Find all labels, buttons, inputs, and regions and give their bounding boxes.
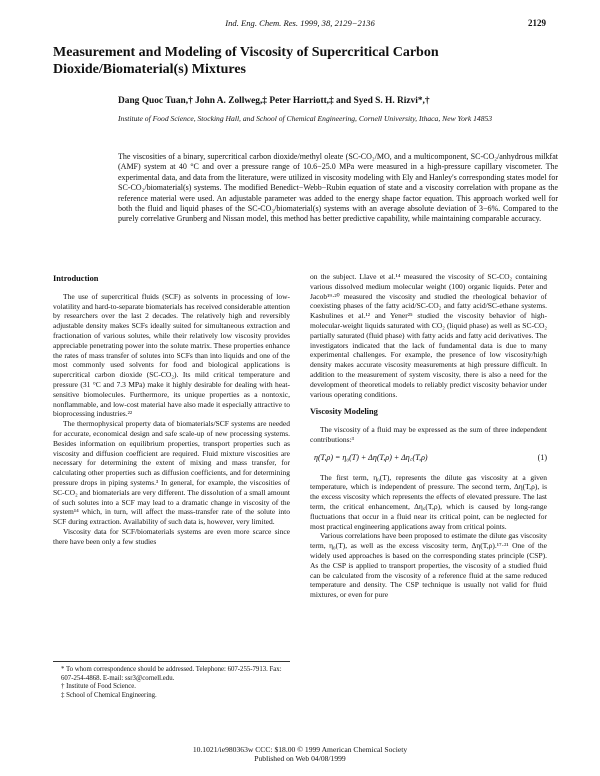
footnotes (53, 661, 290, 700)
affiliation: Institute of Food Science, Stocking Hall, and School of Chemical Engineering, Cornell University, Ithaca, New York 14853 (118, 114, 493, 123)
journal-volume: 1999, 38, 2129−2136 (300, 18, 375, 28)
footnote-affiliation-1: † Institute of Food Science. (61, 683, 136, 691)
section-heading-introduction: Introduction (53, 274, 99, 283)
publication-date: Published on Web 04/08/1999 (254, 754, 346, 764)
left-column (53, 272, 290, 547)
journal-citation (0, 18, 600, 28)
paragraph: Viscosity data for SCF/biomaterials systems are even more scarce since there have been only a few studies (53, 526, 290, 546)
paragraph: The use of supercritical fluids (SCF) as solvents in processing of low-volatility and hard-to-separate biomaterials has received considerable attention by researchers over the last 2 decades. The relatively high and reversibly adjustable density makes SCFs ideally suited for simultaneous extraction and fractionation of various solutes, while their relatively low viscosity provides appreciable penetrating power into the solute matrix. These properties enhance the rates of mass transfer of solutes into SCFs than into liquids and one of the most commonly used solvents for food and biological applications is supercritical carbon dioxide (SC-CO₂). Its mild critical temperature and pressure (31 °C and 7.3 MPa) make it highly desirable for dealing with heat-sensitive biomolecules. Furthermore, its unique properties as a nontoxic, nonflammable, and low-cost material have also made it especially attractive to bioprocessing industries.²² (53, 291, 290, 419)
paragraph-continued: on the subject. Llave et al.¹⁴ measured the viscosity of SC-CO₂ containing various dissolved medium molecular weight (100) organic liquids. Peter and Jacob¹⁹·²⁰ measured the viscosity and studied the rheological behavior of coexisting phases of the fatty acid/SC-CO₂ and fatty acid/SC-ethane systems. Kashulines et al.¹² and Yener²⁵ studied the viscosity behavior of high-molecular-weight liquids saturated with CO₂ (liquid phase) as well as SC-CO₂ partially saturated (fluid phase) with fatty acids and fatty acid derivatives. The investigators indicated that the lack of fundamental data is due to many experimental challenges. For example, the presence of low viscosity/high density makes accurate viscosity measurements at high pressure difficult. In addition to the measurement of system viscosity, there is also a need for the development of theoretical models to reliably predict viscosity behavior under various operating conditions. (310, 272, 547, 399)
footnote-correspondence: * To whom correspondence should be addressed. Telephone: 607-255-7913. Fax: 607-254-4868. E-mail: ssr3@cornell.edu. (61, 666, 282, 682)
page-footer (0, 745, 600, 764)
journal-name: Ind. Eng. Chem. Res. (225, 18, 299, 28)
page-number: 2129 (528, 18, 546, 28)
right-column (310, 272, 547, 600)
equation-1 (310, 453, 547, 463)
paragraph: Various correlations have been proposed to estimate the dilute gas viscosity term, η₀(T), as well as the excess viscosity term, Δη(T,ρ).¹⁷·²¹ One of the widely used approaches is based on the corresponding states principle (CSP). As the CSP is applied to transport properties, the viscosity of a studied fluid can be calculated from the viscosity of a reference fluid at the same reduced temperature and density. The CSP technique is usually not valid for fluid mixtures, or even for pure (310, 531, 547, 600)
paragraph: The viscosity of a fluid may be expressed as the sum of three independent contributions:³ (310, 425, 547, 444)
author-list: Dang Quoc Tuan,† John A. Zollweg,‡ Peter Harriott,‡ and Syed S. H. Rizvi*,† (118, 96, 430, 106)
paragraph: The thermophysical property data of biomaterials/SCF systems are needed for accurate, economical design and safe scale-up of new processing systems. Besides information on equilibrium properties, transport properties such as viscosity and diffusion coefficient are required. Fluid mixture viscosities are necessary for determining the extent of mixing and mass transfer, for calculating other properties such as diffusion coefficients, and for determining pressure drops in piping systems.³ In general, for example, the viscosities of SC-CO₂ and biomaterials are very different. The dissolution of a small amount of such solutes into a SCF may lead to a dramatic change in viscosity of the system¹⁴ which, in turn, will affect the mass-transfer rate of the solute into SCF during extraction. Availability of such data is, however, very limited. (53, 419, 290, 527)
abstract: The viscosities of a binary, supercritical carbon dioxide/methyl oleate (SC-CO₂/MO, and a multicomponent, SC-CO₂/anhydrous milkfat (AMF) system at 40 °C and over a pressure range of 10.6−25.0 MPa were measured in a high-pressure capillary viscometer. The experimental data, and data from the literature, were utilized in viscosity modeling with Ely and Hanley's corresponding states model for SC-CO₂/biomaterial(s) systems. The modified Benedict−Webb−Rubin equation of state and a viscosity correlation with propane as the reference material were used. An adjustable parameter was added to the energy shape factor equation. This approach worked well for both the fluid and liquid phases of the SC-CO₂/biomaterial(s) systems with an average absolute deviation of 3−6%. Compared to the purely correlative Grunberg and Nissan model, this method has better predictive capability, while maintaining comparable accuracy. (118, 152, 558, 224)
paragraph: The first term, η₀(T), represents the dilute gas viscosity at a given temperature, which is independent of pressure. The second term, Δη(T,ρ), is the excess viscosity which represents the effects of elevated pressure. The last term, the critical enhancement, Δη꜀(T,ρ), which is caused by long-range fluctuations that occur in a fluid near its critical point, can be neglected for most practical engineering applications away from critical points. (310, 472, 547, 531)
doi-line: 10.1021/ie980363w CCC: $18.00 © 1999 American Chemical Society (192, 745, 408, 754)
equation-number: (1) (537, 452, 547, 462)
section-heading-viscosity-modeling: Viscosity Modeling (310, 407, 378, 417)
equation-body: η(T,ρ) = η₀(T) + Δη(T,ρ) + Δη꜀(T,ρ) (314, 452, 428, 462)
footnote-affiliation-2: ‡ School of Chemical Engineering. (61, 691, 157, 699)
running-header (0, 18, 600, 32)
article-title: Measurement and Modeling of Viscosity of Supercritical Carbon Dioxide/Biomaterial(s) Mixtures (53, 45, 439, 77)
